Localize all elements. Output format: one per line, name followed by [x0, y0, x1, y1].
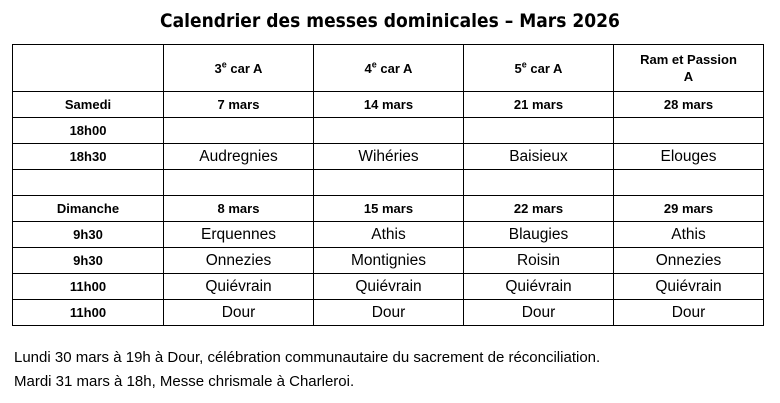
place-cell: Blaugies — [464, 222, 614, 248]
table-row — [13, 144, 764, 170]
note-chrism-mass: Mardi 31 mars à 18h, Messe chrismale à Charleroi. — [14, 373, 355, 390]
place-cell: Quiévrain — [314, 274, 464, 300]
time-cell: 9h30 — [13, 248, 164, 274]
empty-cell — [164, 170, 314, 196]
table-header-row — [13, 45, 764, 92]
column-header-number: 5 — [514, 60, 522, 76]
column-header-rameaux — [614, 45, 764, 92]
table-row — [13, 118, 764, 144]
column-header-text: car A — [376, 60, 413, 76]
spacer-row — [13, 170, 764, 196]
time-cell: 11h00 — [13, 300, 164, 326]
date-cell: 22 mars — [464, 196, 614, 222]
date-cell: 29 mars — [614, 196, 764, 222]
column-header-number: 3 — [214, 60, 222, 76]
place-cell: Baisieux — [464, 144, 614, 170]
column-header-text: car A — [526, 60, 563, 76]
column-header-text: car A — [226, 60, 263, 76]
column-header-line2: A — [683, 69, 694, 84]
column-header-5e-car — [464, 45, 614, 92]
mass-schedule-table — [12, 44, 764, 326]
date-cell: 7 mars — [164, 92, 314, 118]
time-cell: 9h30 — [13, 222, 164, 248]
place-cell: Dour — [314, 300, 464, 326]
table-row — [13, 274, 764, 300]
place-cell: Dour — [614, 300, 764, 326]
place-cell: Wihéries — [314, 144, 464, 170]
page-title: Calendrier des messes dominicales – Mars 2026 — [160, 10, 620, 32]
time-cell: 18h00 — [13, 118, 164, 144]
place-cell: Onnezies — [164, 248, 314, 274]
time-cell: 11h00 — [13, 274, 164, 300]
empty-cell — [464, 170, 614, 196]
column-header-superscript: e — [371, 59, 377, 70]
place-cell — [464, 118, 614, 144]
header-empty-cell — [13, 45, 164, 92]
place-cell: Erquennes — [164, 222, 314, 248]
date-cell: 28 mars — [614, 92, 764, 118]
place-cell: Athis — [614, 222, 764, 248]
date-cell: 15 mars — [314, 196, 464, 222]
place-cell: Onnezies — [614, 248, 764, 274]
date-cell: 14 mars — [314, 92, 464, 118]
column-header-superscript: e — [221, 59, 227, 70]
day-label-saturday: Samedi — [13, 92, 164, 118]
time-cell: 18h30 — [13, 144, 164, 170]
sunday-date-row — [13, 196, 764, 222]
empty-cell — [314, 170, 464, 196]
place-cell — [614, 118, 764, 144]
place-cell: Quiévrain — [464, 274, 614, 300]
place-cell: Dour — [464, 300, 614, 326]
column-header-4e-car — [314, 45, 464, 92]
place-cell: Elouges — [614, 144, 764, 170]
place-cell: Audregnies — [164, 144, 314, 170]
place-cell: Quiévrain — [614, 274, 764, 300]
day-label-sunday: Dimanche — [13, 196, 164, 222]
column-header-number: 4 — [364, 60, 372, 76]
table-row — [13, 300, 764, 326]
place-cell: Athis — [314, 222, 464, 248]
date-cell: 21 mars — [464, 92, 614, 118]
place-cell: Quiévrain — [164, 274, 314, 300]
place-cell: Dour — [164, 300, 314, 326]
note-reconciliation: Lundi 30 mars à 19h à Dour, célébration communautaire du sacrement de réconciliation. — [14, 349, 601, 366]
saturday-date-row — [13, 92, 764, 118]
table-row — [13, 222, 764, 248]
column-header-3e-car — [164, 45, 314, 92]
place-cell — [164, 118, 314, 144]
place-cell: Roisin — [464, 248, 614, 274]
empty-cell — [13, 170, 164, 196]
column-header-superscript: e — [521, 59, 527, 70]
place-cell — [314, 118, 464, 144]
column-header-line1: Ram et Passion — [640, 52, 737, 67]
place-cell: Montignies — [314, 248, 464, 274]
date-cell: 8 mars — [164, 196, 314, 222]
empty-cell — [614, 170, 764, 196]
table-row — [13, 248, 764, 274]
